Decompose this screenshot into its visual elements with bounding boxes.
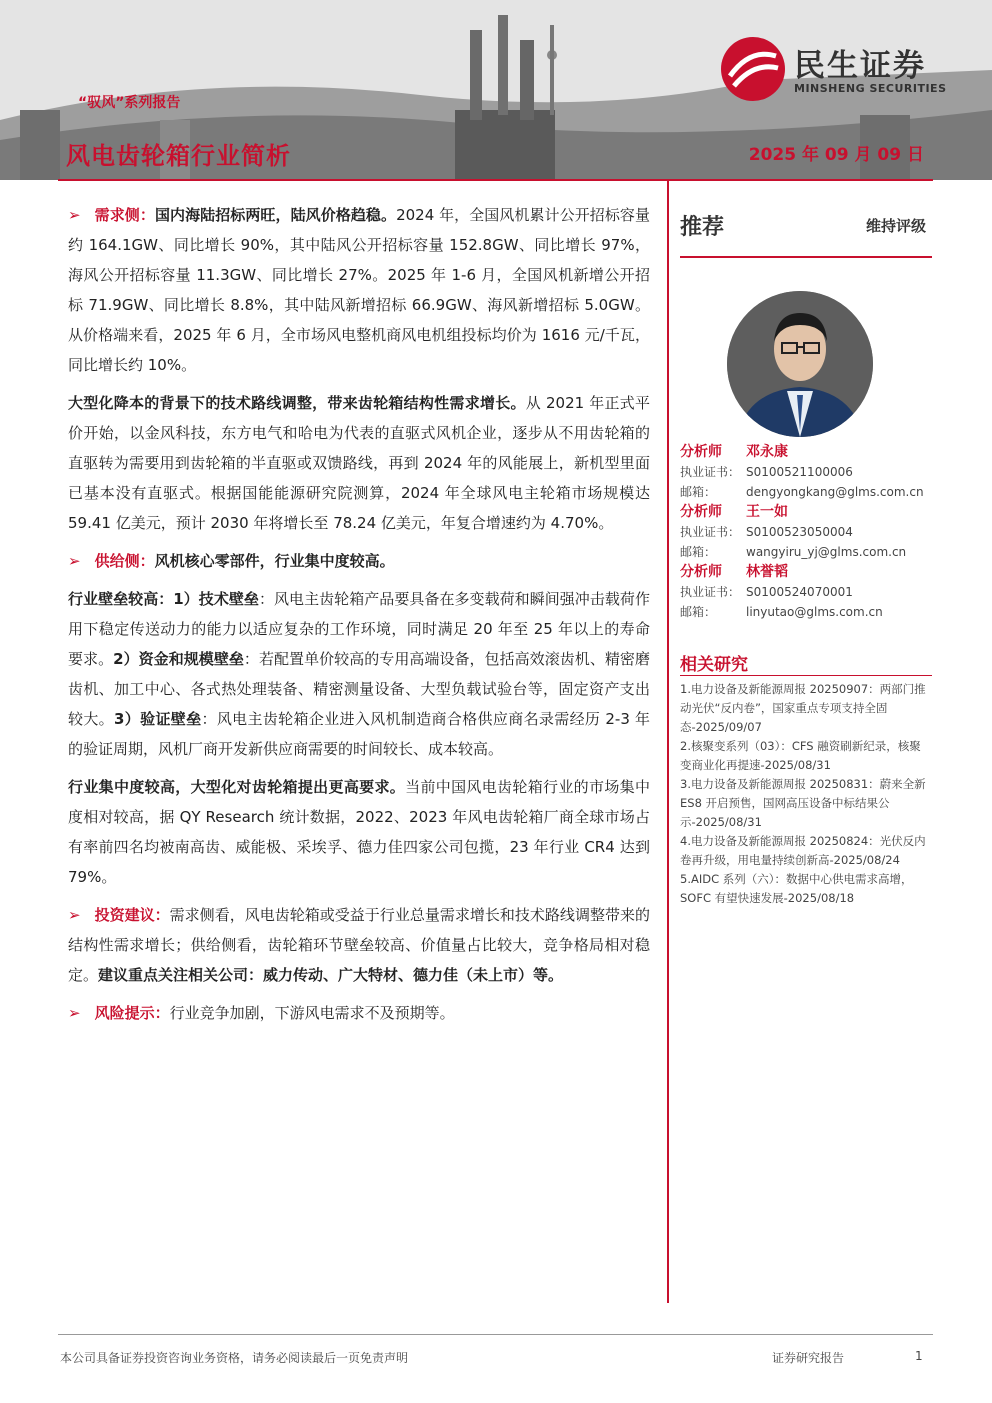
sidebar bbox=[680, 200, 932, 258]
tech-route-text: 从 2021 年正式平价开始，以金风科技，东方电气和哈电为代表的直驱式风机企业，逐步从不用齿轮箱的直驱转为需要用到齿轮箱的半直驱或双馈路线，再到 2024 年的风能展上，新机型里面已基本没有直驱式。根据国能能源研究院测算，2024 年全球风电主轮箱市场规模达 59.41 亿美元，预计 2030 年将增长至 78.24 亿美元，年复合增速约为 4.70%。 bbox=[68, 394, 650, 532]
concentration-lead: 行业集中度较高，大型化对齿轮箱提出更高要求。 bbox=[68, 778, 406, 796]
analyst-role: 分析师 bbox=[680, 444, 722, 460]
column-divider bbox=[667, 181, 669, 1303]
barrier-tech-text: ：风电主齿轮箱产品要具备在多变载荷和瞬间强冲击载荷作用下稳定传送动力的能力以适应复杂的工作环境，同时满足 20 年至 25 年以上的寿命要求。 bbox=[68, 590, 650, 668]
paragraph-tech-route bbox=[68, 388, 650, 538]
supply-label: 供给侧： bbox=[94, 552, 155, 570]
analyst-header bbox=[680, 562, 932, 582]
cert-number: S0100524070001 bbox=[746, 585, 853, 599]
page-number: 1 bbox=[915, 1349, 923, 1363]
supply-lead: 风机核心零部件，行业集中度较高。 bbox=[154, 552, 395, 570]
related-item[interactable]: 2.核聚变系列（03）：CFS 融资刷新纪录，核聚变商业化再提速-2025/08/31 bbox=[680, 739, 921, 772]
analyst-list bbox=[680, 442, 932, 622]
analyst-cert-row bbox=[680, 582, 932, 602]
footer-disclaimer: 本公司具备证券投资咨询业务资格，请务必阅读最后一页免责声明 bbox=[60, 1351, 409, 1365]
paragraph-investment bbox=[68, 900, 650, 990]
arrow-icon: ➢ bbox=[68, 552, 81, 570]
tech-route-lead: 大型化降本的背景下的技术路线调整，带来齿轮箱结构性需求增长。 bbox=[68, 394, 526, 412]
logo-text-cn: 民生证券 bbox=[794, 48, 926, 84]
rating-row bbox=[680, 200, 932, 258]
investment-companies: 建议重点关注相关公司：威力传动、广大特材、德力佳（未上市）等。 bbox=[98, 966, 564, 984]
mail-label: 邮箱： bbox=[680, 605, 717, 619]
analyst-name: 王一如 bbox=[746, 504, 788, 520]
report-date: 2025 年 09 月 09 日 bbox=[748, 145, 924, 165]
paragraph-concentration bbox=[68, 772, 650, 892]
cert-number: S0100523050004 bbox=[746, 525, 853, 539]
paragraph-demand bbox=[68, 200, 650, 380]
analyst-role: 分析师 bbox=[680, 564, 722, 580]
analyst-name: 邓永康 bbox=[746, 444, 788, 460]
minsheng-logo-icon bbox=[720, 36, 786, 102]
barrier-capital-text: ：若配置单价较高的专用高端设备，包括高效滚齿机、精密磨齿机、加工中心、各式热处理装备、精密测量设备、大型负载试验台等，固定资产支出较大。 bbox=[68, 650, 650, 728]
analyst-mail-row bbox=[680, 602, 932, 622]
recommend-label: 推荐 bbox=[680, 215, 725, 240]
investment-label: 投资建议： bbox=[94, 906, 170, 924]
related-item[interactable]: 4.电力设备及新能源周报 20250824：光伏反内卷再升级，用电量持续创新高-2025/08/24 bbox=[680, 834, 926, 867]
report-title: 风电齿轮箱行业简析 bbox=[66, 142, 291, 170]
analyst-email[interactable]: linyutao@glms.com.cn bbox=[746, 605, 883, 619]
company-logo bbox=[720, 36, 970, 106]
mail-label: 邮箱： bbox=[680, 545, 717, 559]
paragraph-risk bbox=[68, 998, 650, 1028]
barrier-validation: 3）验证壁垒 bbox=[114, 710, 202, 728]
cert-label: 执业证书： bbox=[680, 585, 741, 599]
paragraph-supply bbox=[68, 546, 650, 576]
analyst-name: 林誉韬 bbox=[746, 564, 788, 580]
cert-label: 执业证书： bbox=[680, 525, 741, 539]
risk-text: 行业竞争加剧，下游风电需求不及预期等。 bbox=[169, 1004, 455, 1022]
related-item[interactable]: 5.AIDC 系列（六）：数据中心供电需求高增，SOFC 有望快速发展-2025/08/18 bbox=[680, 872, 913, 905]
barriers-lead: 行业壁垒较高： bbox=[68, 590, 174, 608]
barrier-capital: 2）资金和规模壁垒 bbox=[113, 650, 244, 668]
analyst-photo bbox=[727, 291, 873, 437]
arrow-icon: ➢ bbox=[68, 906, 81, 924]
series-label: “驭风”系列报告 bbox=[78, 95, 181, 111]
main-content bbox=[68, 200, 650, 1036]
cert-label: 执业证书： bbox=[680, 465, 741, 479]
related-item[interactable]: 3.电力设备及新能源周报 20250831：蔚来全新 ES8 开启预售，国网高压设备中标结果公示-2025/08/31 bbox=[680, 777, 926, 829]
analyst-block bbox=[680, 442, 932, 502]
related-divider bbox=[680, 675, 932, 676]
arrow-icon: ➢ bbox=[68, 206, 81, 224]
demand-label: 需求侧： bbox=[94, 206, 155, 224]
rating-label: 维持评级 bbox=[865, 217, 926, 235]
logo-text-en: MINSHENG SECURITIES bbox=[794, 82, 947, 95]
analyst-role: 分析师 bbox=[680, 504, 722, 520]
related-research-list bbox=[680, 680, 930, 908]
analyst-header bbox=[680, 442, 932, 462]
related-research-title: 相关研究 bbox=[680, 655, 748, 675]
risk-label: 风险提示： bbox=[94, 1004, 170, 1022]
concentration-text: 当前中国风电齿轮箱行业的市场集中度相对较高，据 QY Research 统计数据，2022、2023 年风电齿轮箱厂商全球市场占有率前四名均被南高齿、威能极、采埃孚、德力佳四家公司包揽，23 年行业 CR4 达到 79%。 bbox=[68, 778, 650, 886]
analyst-block bbox=[680, 502, 932, 562]
cert-number: S0100521100006 bbox=[746, 465, 853, 479]
related-item[interactable]: 1.电力设备及新能源周报 20250907：两部门推动光伏“反内卷”，国家重点专项支持全固态-2025/09/07 bbox=[680, 682, 926, 734]
analyst-block bbox=[680, 562, 932, 622]
footer-doc-type: 证券研究报告 bbox=[772, 1351, 845, 1365]
analyst-portrait-image bbox=[727, 291, 873, 437]
analyst-header bbox=[680, 502, 932, 522]
mail-label: 邮箱： bbox=[680, 485, 717, 499]
analyst-email[interactable]: dengyongkang@glms.com.cn bbox=[746, 485, 924, 499]
header-divider bbox=[58, 179, 933, 181]
analyst-mail-row bbox=[680, 482, 932, 502]
header-banner bbox=[0, 0, 992, 180]
analyst-email[interactable]: wangyiru_yj@glms.com.cn bbox=[746, 545, 907, 559]
barrier-tech: 1）技术壁垒 bbox=[173, 590, 259, 608]
demand-lead: 国内海陆招标两旺，陆风价格趋稳。 bbox=[154, 206, 397, 224]
arrow-icon: ➢ bbox=[68, 1004, 81, 1022]
demand-text: 2024 年，全国风机累计公开招标容量约 164.1GW、同比增长 90%，其中陆风公开招标容量 152.8GW、同比增长 97%，海风公开招标容量 11.3GW、同比增长 27%。2025 年 1-6 月，全国风机新增公开招标 71.9GW、同比增长 8.8%，其中陆风新增招标 66.9GW、海风新增招标 5.0GW。从价格端来看，2025 年 6 月，全市场风电整机商风电机组投标均价为 1616 元/千瓦，同比增长约 10%。 bbox=[68, 206, 650, 374]
footer-divider bbox=[58, 1334, 933, 1335]
analyst-mail-row bbox=[680, 542, 932, 562]
analyst-cert-row bbox=[680, 522, 932, 542]
analyst-cert-row bbox=[680, 462, 932, 482]
paragraph-barriers bbox=[68, 584, 650, 764]
investment-text: 需求侧看，风电齿轮箱或受益于行业总量需求增长和技术路线调整带来的结构性需求增长；供给侧看，齿轮箱环节壁垒较高、价值量占比较大，竞争格局相对稳定。 bbox=[68, 906, 650, 984]
barrier-validation-text: ：风电主齿轮箱企业进入风机制造商合格供应商名录需经历 2-3 年的验证周期，风机厂商开发新供应商需要的时间较长、成本较高。 bbox=[68, 710, 650, 758]
